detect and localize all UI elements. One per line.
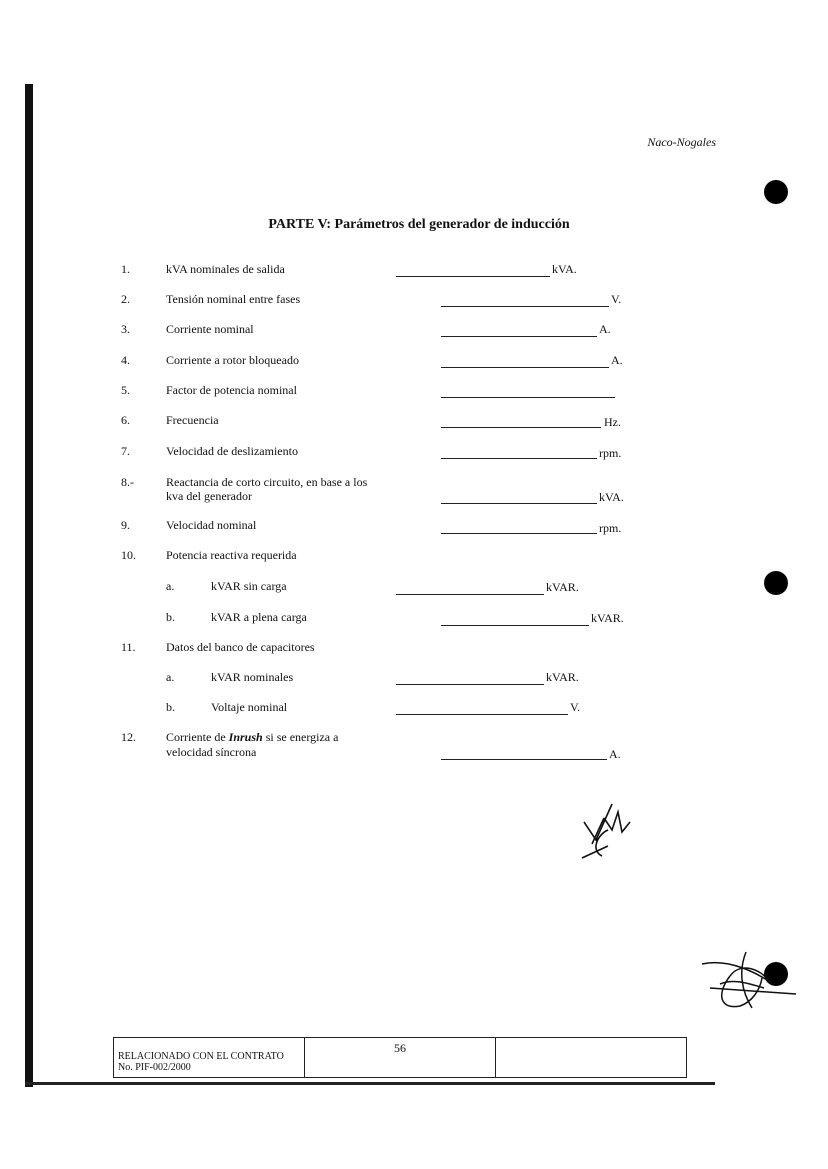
item-unit: kVAR. (591, 611, 624, 625)
contract-cell (114, 1038, 305, 1077)
signature-initials (578, 800, 634, 862)
item-unit: kVA. (599, 490, 624, 504)
item-number: 12. (121, 730, 136, 744)
kva-output-field[interactable] (396, 262, 550, 277)
item-number: 8.- (121, 475, 134, 489)
rated-speed-field[interactable] (441, 519, 597, 534)
punch-hole-top (764, 180, 788, 204)
item-number: 1. (121, 262, 130, 276)
item-number: 11. (121, 640, 136, 654)
item-number: 4. (121, 353, 130, 367)
subitem-label: kVAR sin carga (211, 579, 287, 593)
item-unit: rpm. (599, 446, 622, 460)
item-unit: A. (599, 322, 611, 336)
item-label: Datos del banco de capacitores (166, 640, 315, 654)
item-number: 7. (121, 444, 130, 458)
punch-hole-middle (764, 571, 788, 595)
kvar-no-load-field[interactable] (396, 580, 544, 595)
scan-left-border (25, 84, 33, 1087)
item-label-line2: kva del generador (166, 489, 252, 503)
item-label: Corriente a rotor bloqueado (166, 353, 299, 367)
inrush-current-field[interactable] (441, 745, 607, 760)
signature-initials (690, 948, 802, 1018)
item-label: Frecuencia (166, 413, 219, 427)
subitem-letter: a. (166, 579, 175, 593)
item-number: 10. (121, 548, 136, 562)
subitem-label: Voltaje nominal (211, 700, 288, 714)
subitem-letter: b. (166, 610, 175, 624)
item-unit: V. (611, 292, 622, 306)
project-name: Naco-Nogales (647, 135, 716, 149)
item-label: Velocidad nominal (166, 518, 257, 532)
item-unit: rpm. (599, 521, 622, 535)
kvar-full-load-field[interactable] (441, 611, 589, 626)
item-unit: A. (609, 747, 621, 761)
contract-number: No. PIF-002/2000 (118, 1062, 191, 1073)
item-label: Corriente nominal (166, 322, 254, 336)
item-unit: V. (570, 700, 581, 714)
footer-box (113, 1037, 687, 1078)
item-number: 6. (121, 413, 130, 427)
page-number: 56 (394, 1041, 406, 1055)
item-label: Velocidad de deslizamiento (166, 444, 298, 458)
item-unit: kVA. (552, 262, 577, 276)
subitem-label: kVAR a plena carga (211, 610, 307, 624)
page-title: PARTE V: Parámetros del generador de inducción (268, 217, 570, 232)
subitem-label: kVAR nominales (211, 670, 294, 684)
item-label: Tensión nominal entre fases (166, 292, 301, 306)
slip-speed-field[interactable] (441, 444, 597, 459)
item-unit: A. (611, 353, 623, 367)
item-unit: Hz. (604, 415, 621, 429)
phase-voltage-field[interactable] (441, 292, 609, 307)
page-number-cell (305, 1038, 496, 1077)
subitem-letter: a. (166, 670, 175, 684)
item-label: Factor de potencia nominal (166, 383, 297, 397)
rated-voltage-field[interactable] (396, 700, 568, 715)
item-number: 2. (121, 292, 130, 306)
item-label: kVA nominales de salida (166, 262, 285, 276)
item-label-line1: Reactancia de corto circuito, en base a los (166, 475, 368, 489)
scan-bottom-border (25, 1082, 715, 1085)
kvar-rated-field[interactable] (396, 670, 544, 685)
subitem-letter: b. (166, 700, 175, 714)
power-factor-field[interactable] (441, 383, 615, 398)
contract-label: RELACIONADO CON EL CONTRATO (118, 1051, 284, 1062)
item-label-line2: velocidad síncrona (166, 745, 257, 759)
short-circuit-reactance-field[interactable] (441, 489, 597, 504)
locked-rotor-current-field[interactable] (441, 353, 609, 368)
item-number: 3. (121, 322, 130, 336)
item-number: 5. (121, 383, 130, 397)
item-number: 9. (121, 518, 130, 532)
item-unit: kVAR. (546, 580, 579, 594)
frequency-field[interactable] (441, 413, 601, 428)
item-label: Potencia reactiva requerida (166, 548, 297, 562)
blank-cell (496, 1038, 686, 1077)
item-label-line1: Corriente de Inrush si se energiza a (166, 730, 339, 744)
rated-current-field[interactable] (441, 322, 597, 337)
item-unit: kVAR. (546, 670, 579, 684)
